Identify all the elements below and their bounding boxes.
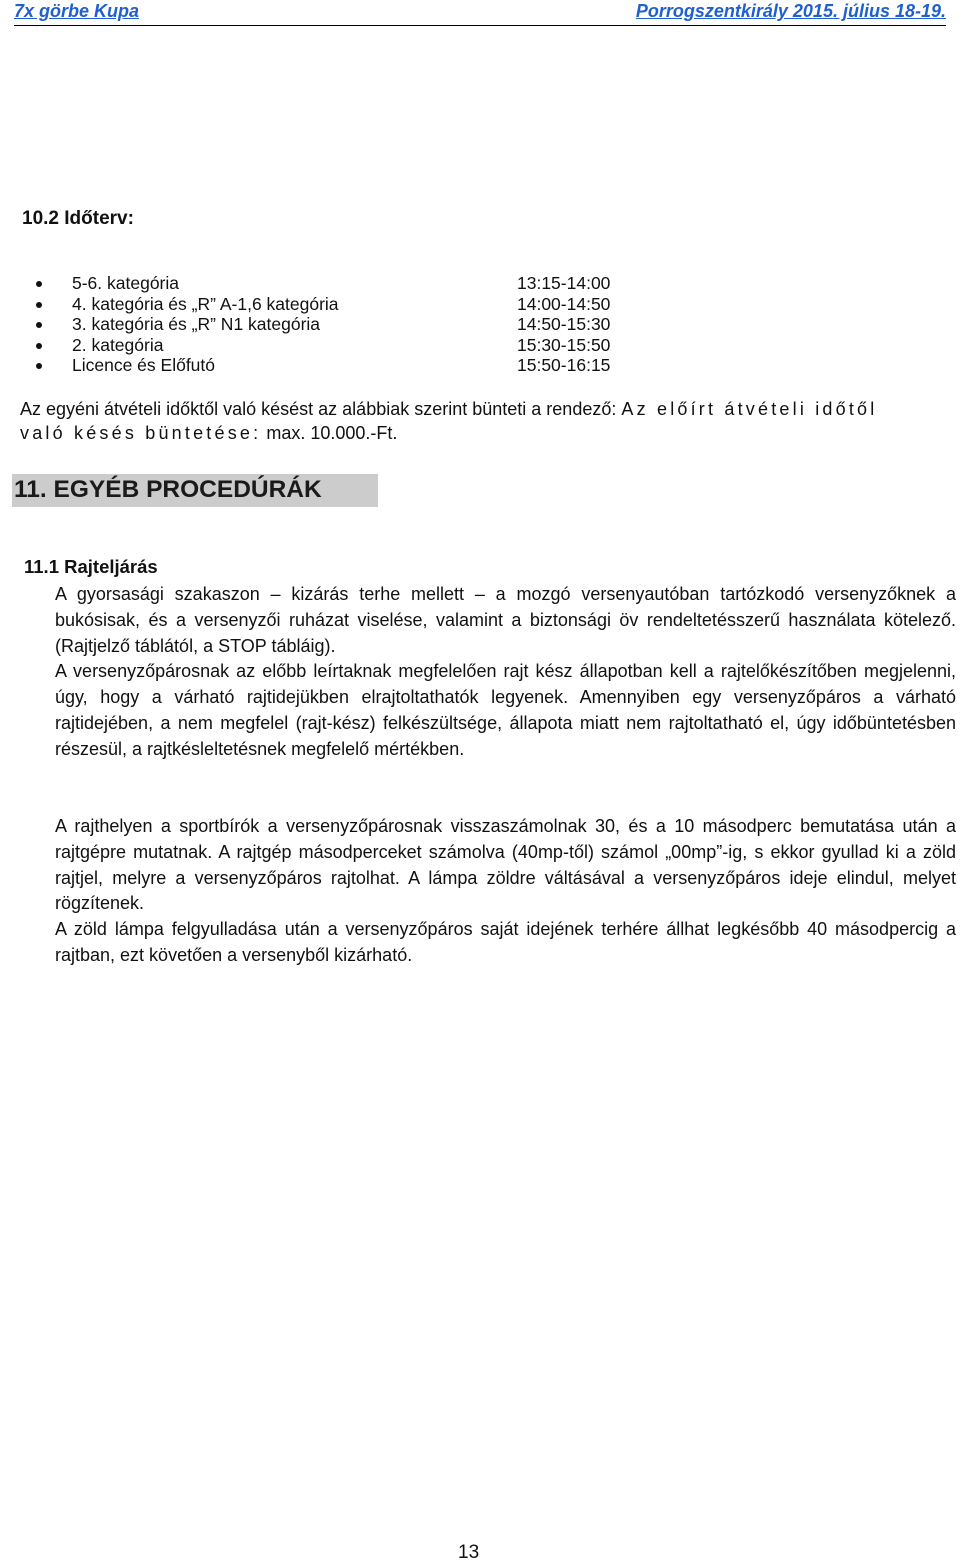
- schedule-label: 2. kategória: [72, 334, 164, 355]
- section-11-heading: [12, 474, 378, 507]
- header-event-title: 7x görbe Kupa: [14, 1, 140, 21]
- start-procedure-block-2: [55, 814, 956, 969]
- paragraph: A rajthelyen a sportbírók a versenyzőpárosnak visszaszámolnak 30, és a 10 másodperc bemutatása után a rajtgépre mutatnak. A rajtgép másodperceket számolva (40mp-től) számol „00mp”-ig, s ekkor gyullad ki a zöld rajtjel, melyre a versenyzőpáros rajtolhat. A lámpa zöldre váltásával a versenyzőpáros ideje elindul, melyet rögzítenek.: [55, 816, 956, 914]
- penalty-paragraph: [20, 398, 920, 445]
- bullet-icon: [36, 363, 42, 369]
- paragraph: A zöld lámpa felgyulladása után a versenyzőpáros saját idejének terhére állhat legkésőbb 40 másodpercig a rajtban, ezt követően a versenyből kizárható.: [55, 919, 956, 965]
- paragraph: A versenyzőpárosnak az előbb leírtaknak megfelelően rajt kész állapotban kell a rajtelőkészítőben megjelenni, úgy, hogy a várható rajtidejükben elrajtoltathatók legyenek. Amennyiben egy versenyzőpáros a várható rajtidejében, a nem megfelel (rajt-kész) felkészültsége, állapota miatt nem rajtoltatható el, úgy időbüntetésben részesül, a rajtkésleltetésnek megfelelő mértékben.: [55, 661, 956, 759]
- bullet-icon: [36, 322, 42, 328]
- bullet-icon: [36, 302, 42, 308]
- penalty-spaced-text: Az előírt átvételi időtől való késés büntetése:: [20, 399, 878, 443]
- start-procedure-block-1: [55, 582, 956, 763]
- section-10-2-title: 10.2 Időterv:: [22, 208, 134, 229]
- schedule-time: 14:50-15:30: [517, 314, 611, 335]
- schedule-time: 14:00-14:50: [517, 293, 611, 314]
- schedule-label: 5-6. kategória: [72, 273, 180, 293]
- bullet-icon: [36, 281, 42, 287]
- section-11-1-title: 11.1 Rajteljárás: [24, 556, 158, 577]
- schedule-label: 3. kategória és „R” N1 kategória: [72, 314, 321, 335]
- header-location-date: Porrogszentkirály 2015. július 18-19.: [635, 1, 946, 21]
- bullet-icon: [36, 343, 42, 349]
- schedule-time: 13:15-14:00: [517, 273, 611, 293]
- page-number: 13: [458, 1542, 480, 1563]
- page-header: [14, 0, 946, 26]
- penalty-amount: max. 10.000.-Ft.: [266, 422, 398, 443]
- section-11-title: 11. EGYÉB PROCEDÚRÁK: [14, 476, 322, 503]
- schedule-time: 15:30-15:50: [517, 334, 611, 355]
- schedule-label: 4. kategória és „R” A-1,6 kategória: [72, 293, 339, 314]
- schedule-time: 15:50-16:15: [517, 355, 611, 376]
- schedule-label: Licence és Előfutó: [72, 355, 216, 376]
- paragraph: A gyorsasági szakaszon – kizárás terhe mellett – a mozgó versenyautóban tartózkodó versenyzőknek a bukósisak, és a versenyzői ruházat viselése, valamint a biztonsági öv rendeltetésszerű használata kötelező. (Rajtjelző táblától, a STOP tábláig).: [55, 584, 956, 656]
- penalty-intro: Az egyéni átvételi időktől való késést az alábbiak szerint bünteti a rendező:: [20, 399, 617, 419]
